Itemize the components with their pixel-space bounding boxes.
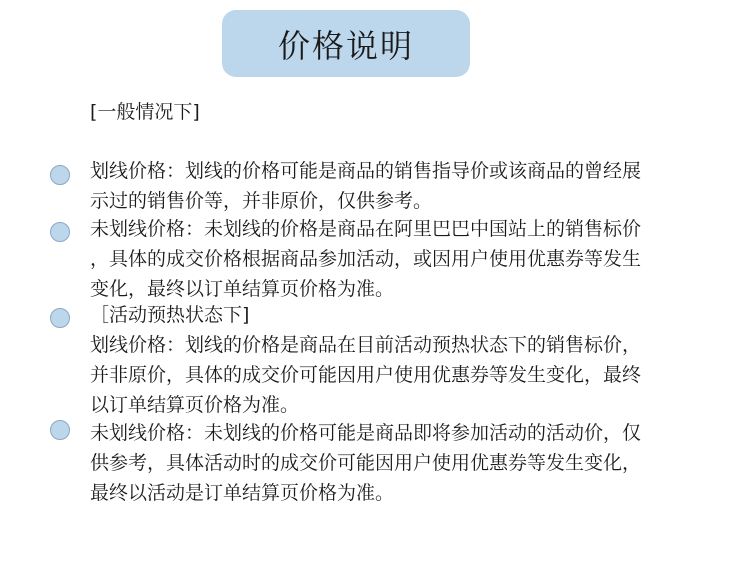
paragraph-line: 供参考，具体活动时的成交价可能因用户使用优惠券等发生变化，: [90, 452, 642, 474]
preheat-uncrossed-price-paragraph: [90, 418, 730, 508]
bullet-circle-icon: [50, 222, 70, 242]
paragraph-line: 并非原价，具体的成交价可能因用户使用优惠券等发生变化，最终: [90, 364, 642, 386]
normal-uncrossed-price-paragraph: [90, 214, 730, 304]
paragraph-line: 划线价格：划线的价格是商品在目前活动预热状态下的销售标价，: [90, 334, 642, 356]
paragraph-line: 未划线价格：未划线的价格是商品在阿里巴巴中国站上的销售标价: [90, 218, 642, 240]
title-banner: [222, 10, 470, 77]
bullet-circle-icon: [50, 420, 70, 440]
preheat-section: [90, 300, 730, 420]
section-preheat-heading: ［活动预热状态下]: [90, 304, 250, 326]
paragraph-line: 变化，最终以订单结算页价格为准。: [90, 278, 395, 300]
bullet-circle-icon: [50, 308, 70, 328]
paragraph-line: 示过的销售价等，并非原价，仅供参考。: [90, 190, 433, 212]
section-normal-heading: [一般情况下]: [90, 101, 200, 123]
bullet-circle-icon: [50, 165, 70, 185]
paragraph-line: 最终以活动是订单结算页价格为准。: [90, 482, 395, 504]
paragraph-line: 以订单结算页价格为准。: [90, 394, 300, 416]
paragraph-line: 划线价格：划线的价格可能是商品的销售指导价或该商品的曾经展: [90, 160, 642, 182]
page-title: 价格说明: [277, 26, 414, 65]
normal-crossed-price-paragraph: [90, 156, 730, 216]
paragraph-line: 未划线价格：未划线的价格可能是商品即将参加活动的活动价，仅: [90, 422, 642, 444]
paragraph-line: ，具体的成交价格根据商品参加活动，或因用户使用优惠券等发生: [90, 248, 642, 270]
